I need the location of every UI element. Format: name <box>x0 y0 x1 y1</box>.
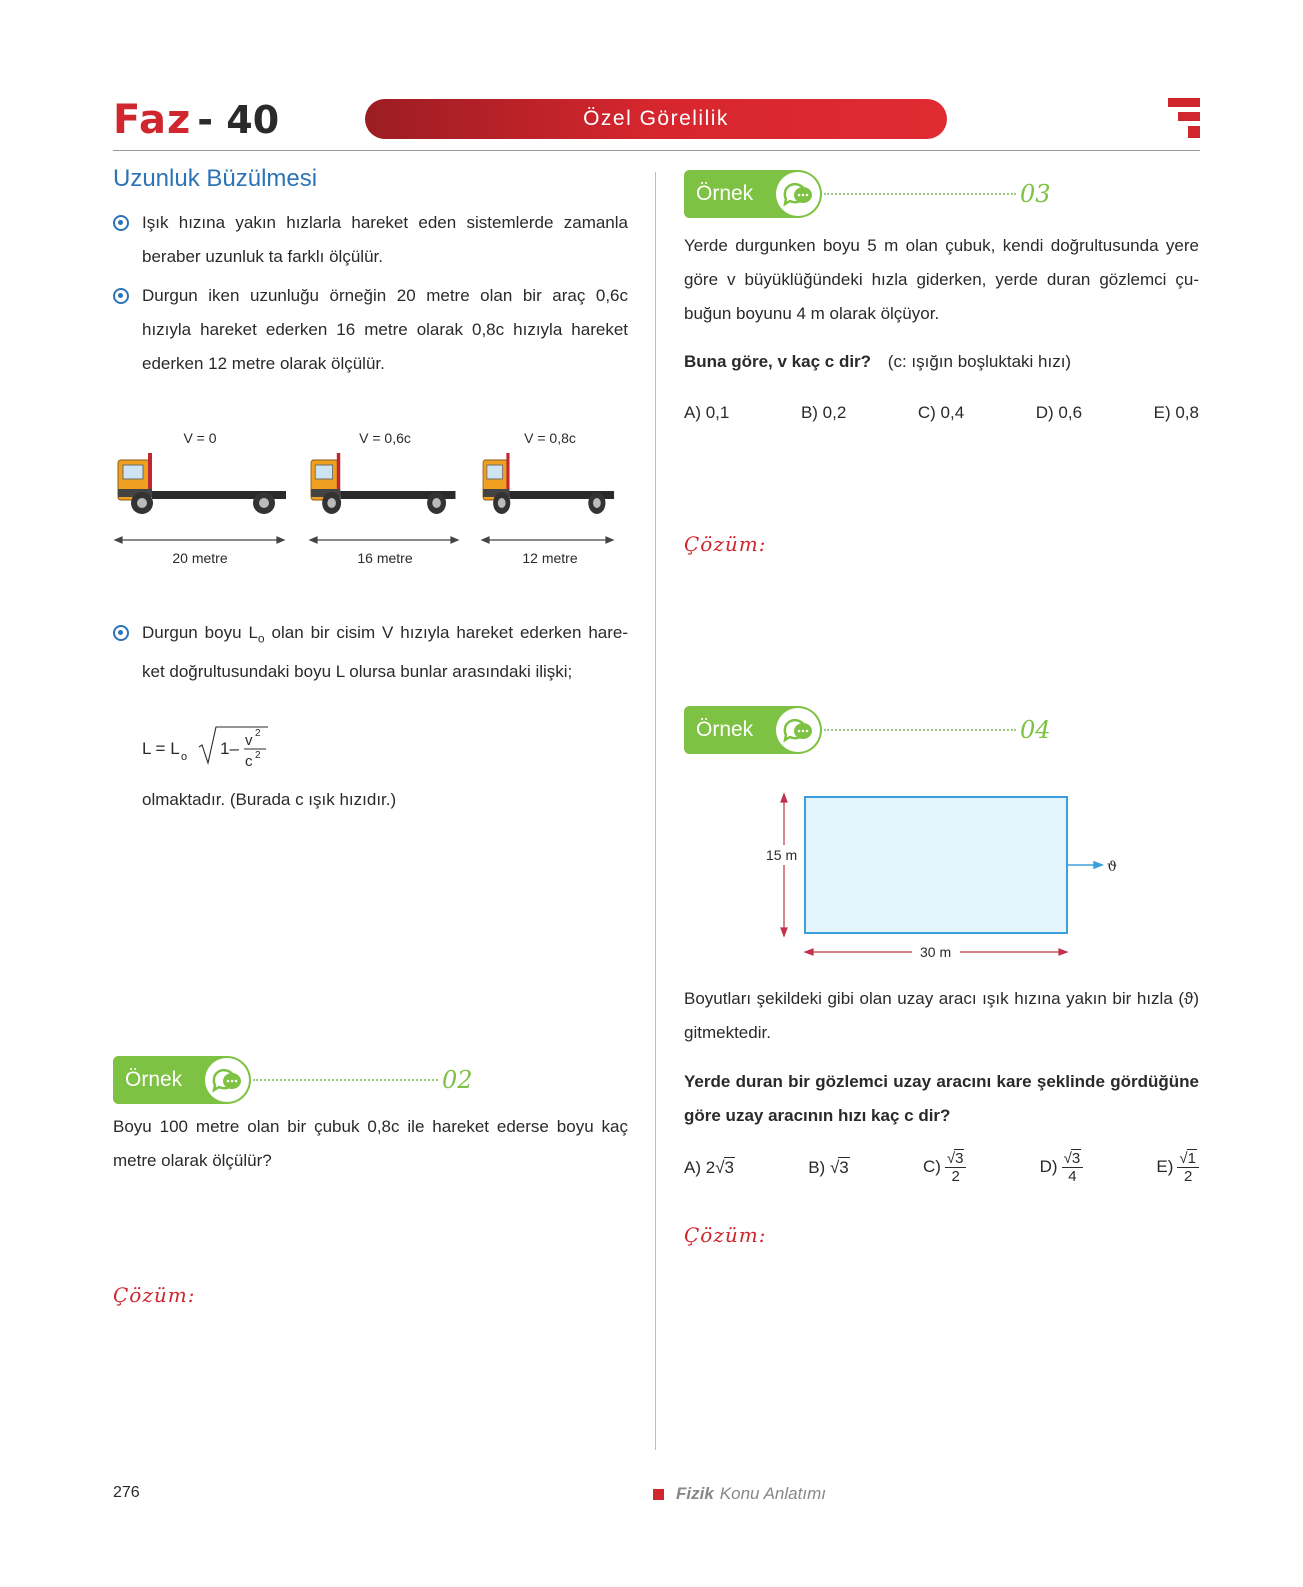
figure-velocity-label: ϑ <box>1107 859 1118 875</box>
ornek-badge <box>684 170 822 218</box>
bullet-3 <box>113 616 628 689</box>
svg-text:L = L: L = L <box>142 739 180 758</box>
red-square-icon <box>653 1489 664 1500</box>
bullet-icon <box>113 625 129 641</box>
example-number: 04 <box>1020 716 1051 744</box>
example-04-choices <box>684 1150 1199 1185</box>
choice-b[interactable]: B) 0,2 <box>800 403 847 422</box>
bullet-2 <box>113 279 628 381</box>
length-contraction-formula <box>142 723 302 773</box>
bullet-text: Durgun boyu $L_o$ olan bir cisim V hızıyla hareket ederken hare-ket doğrultusundaki boyu L olursa bunlar arasındaki ilişki; <box>142 623 628 682</box>
question-bold: Buna göre, v kaç c dir? <box>684 352 872 371</box>
corner-logo-icon <box>1168 98 1200 140</box>
faz-logo <box>113 98 279 142</box>
example-04-solution-label: Çözüm: <box>684 1223 767 1247</box>
choice-a[interactable]: A) 2√3 <box>684 1157 735 1177</box>
book-title <box>653 1484 826 1504</box>
truck-length-2: 16 metre <box>357 550 413 566</box>
speech-bubble-icon <box>776 172 820 216</box>
bullet-text: Işık hızına yakın hızlarla hareket eden sistemlerde zamanla beraber uzunluk ta farklı ölçülür. <box>142 213 628 266</box>
example-03-choices <box>684 403 1199 423</box>
svg-text:2: 2 <box>255 750 261 761</box>
choice-c[interactable]: C) 0,4 <box>917 403 965 422</box>
svg-text:c: c <box>245 753 253 770</box>
example-04-header <box>684 706 1051 754</box>
example-04-question: Yerde duran bir gözlemci uzay aracını kare şeklinde gördüğüne göre uzay aracının hızı kaç c dir? <box>684 1072 1199 1125</box>
truck-figure <box>113 430 633 590</box>
truck-speed-1: V = 0 <box>183 430 217 446</box>
truck-1 <box>118 453 286 514</box>
ornek-badge <box>684 706 822 754</box>
page-number: 276 <box>113 1484 140 1501</box>
truck-length-3: 12 metre <box>522 550 578 566</box>
example-number: 03 <box>1020 180 1051 208</box>
speech-bubble-icon <box>205 1058 249 1102</box>
example-04-text: Boyutları şekildeki gibi olan uzay aracı ışık hızına yakın bir hızla (ϑ) gitmektedir. <box>684 989 1199 1042</box>
section-title: Uzunluk Büzülmesi <box>113 165 318 192</box>
question-note: (c: ışığın boşluktaki hızı) <box>887 352 1072 371</box>
example-02-question: Boyu 100 metre olan bir çubuk 0,8c ile hareket ederse boyu kaç metre olarak ölçülür? <box>113 1117 628 1170</box>
figure-height-label: 15 m <box>766 847 798 863</box>
svg-text:v: v <box>245 732 253 749</box>
truck-3 <box>483 453 614 514</box>
book-title-bold: Fizik <box>676 1484 714 1503</box>
example-02-solution-label: Çözüm: <box>113 1283 196 1307</box>
dotted-line <box>824 193 1016 195</box>
ornek-label: Örnek <box>696 718 754 741</box>
example-02-header <box>113 1056 473 1104</box>
chapter-title-bar <box>365 99 947 139</box>
example-03-header <box>684 170 1051 218</box>
speech-bubble-icon <box>776 708 820 752</box>
spaceship-figure <box>760 790 1120 965</box>
dotted-line <box>253 1079 438 1081</box>
choice-a[interactable]: A) 0,1 <box>684 403 730 422</box>
truck-speed-3: V = 0,8c <box>524 430 576 446</box>
book-title-rest: Konu Anlatımı <box>719 1484 826 1503</box>
formula-note: olmaktadır. (Burada c ışık hızıdır.) <box>142 790 397 809</box>
bullet-icon <box>113 215 129 231</box>
svg-text:1–: 1– <box>220 739 239 758</box>
svg-text:2: 2 <box>255 728 261 739</box>
choice-e[interactable]: E) 0,8 <box>1153 403 1199 422</box>
ornek-label: Örnek <box>125 1068 183 1091</box>
header-divider <box>113 150 1200 151</box>
ornek-badge <box>113 1056 251 1104</box>
example-03-question <box>684 352 1071 372</box>
figure-width-label: 30 m <box>920 944 952 960</box>
choice-d[interactable]: D) $\frac{√3}{4}$ <box>1040 1150 1084 1185</box>
bullet-icon <box>113 288 129 304</box>
truck-2 <box>311 453 455 514</box>
ornek-label: Örnek <box>696 182 754 205</box>
choice-b[interactable]: B) √3 <box>808 1157 849 1177</box>
dotted-line <box>824 729 1016 731</box>
choice-d[interactable]: D) 0,6 <box>1035 403 1083 422</box>
choice-c[interactable]: C) $\frac{√3}{2}$ <box>923 1150 967 1185</box>
example-03-text: Yerde durgunken boyu 5 m olan çubuk, kendi doğrultusunda yere göre v büyüklüğündeki hızla giderken, yerde duran gözlemci çu-buğun boyunu 4 m olarak ölçüyor. <box>684 236 1199 323</box>
example-number: 02 <box>442 1066 473 1094</box>
example-03-solution-label: Çözüm: <box>684 532 767 556</box>
logo-number: - 40 <box>197 98 280 142</box>
chapter-title: Özel Görelilik <box>583 107 729 130</box>
truck-speed-2: V = 0,6c <box>359 430 411 446</box>
bullet-text: Durgun iken uzunluğu örneğin 20 metre olan bir araç 0,6c hızıyla hareket ederken 16 metre olarak 0,8c hızıyla hareket ederken 12 metre olarak ölçülür. <box>142 286 628 373</box>
logo-text: Faz <box>113 97 192 143</box>
svg-text:o: o <box>181 751 188 763</box>
bullet-1 <box>113 206 628 274</box>
choice-e[interactable]: E) $\frac{√1}{2}$ <box>1156 1150 1199 1185</box>
truck-length-1: 20 metre <box>172 550 228 566</box>
column-divider <box>655 172 656 1450</box>
